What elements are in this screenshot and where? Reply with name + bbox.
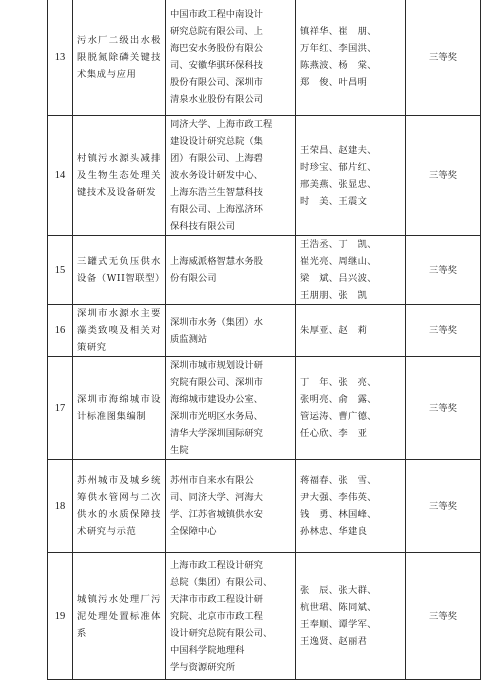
project-title: 深圳市海绵城市设计标准图集编制 <box>73 357 166 460</box>
people-line: 梁 斌、吕兴波、 <box>300 273 377 284</box>
people-line: 张明亮、俞 露、 <box>300 394 377 405</box>
completing-units <box>166 236 296 305</box>
unit-line: 清华大学深圳国际研究 <box>170 428 263 439</box>
people-line: 陈燕波、杨 棠、 <box>300 60 377 71</box>
table-row <box>48 553 481 680</box>
unit-line: 中国科学院地理科 <box>170 644 245 656</box>
completing-people <box>296 553 406 680</box>
completing-units <box>166 116 296 236</box>
award-level: 三等奖 <box>406 460 481 553</box>
completing-units <box>166 460 296 553</box>
people-line: 杭世珺、陈同斌、 <box>300 602 377 613</box>
unit-line: 深圳市光明区水务局、 <box>170 411 263 422</box>
completing-units <box>166 0 296 116</box>
award-level: 三等奖 <box>406 305 481 357</box>
award-level: 三等奖 <box>406 0 481 116</box>
unit-line: 股份有限公司、深圳市 <box>170 77 263 88</box>
project-title: 深圳市水源水主要藻类致嗅及相关对策研究 <box>73 305 166 357</box>
unit-line: 上海东浩兰生智慧科技 <box>170 187 263 198</box>
unit-line: 总院（集团）有限公司、 <box>170 576 273 588</box>
people-line: 朱厚亚、赵 莉 <box>300 325 368 336</box>
unit-line: 质监测站 <box>170 333 208 345</box>
unit-line: 苏州市自来水有限公 <box>170 475 254 486</box>
unit-line: 学、江苏省城镇供水安 <box>170 509 263 520</box>
people-line: 管运涛、曹广德、 <box>300 411 377 422</box>
people-line: 万年红、李国洪、 <box>300 43 377 54</box>
unit-line: 深圳市水务（集团）水 <box>170 316 263 328</box>
unit-line: 生院 <box>170 445 189 456</box>
unit-line: 研究总院有限公司、上 <box>170 26 263 37</box>
unit-line: 究院、北京市市政工程 <box>170 610 263 622</box>
completing-people <box>296 357 406 460</box>
table-row <box>48 460 481 553</box>
completing-people <box>296 305 406 357</box>
unit-line: 上海威派格智慧水务股 <box>170 256 263 267</box>
completing-units <box>166 305 296 357</box>
unit-line: 海巴安水务股份有限公 <box>170 43 263 54</box>
project-title: 污水厂二级出水极限脱氮除磷关键技术集成与应用 <box>73 0 166 116</box>
completing-people <box>296 236 406 305</box>
unit-line: 海绵城市建设办公室、 <box>170 394 263 405</box>
row-number: 13 <box>48 0 73 116</box>
project-title: 村镇污水源头减排及生物生态处理关键技术及设备研发 <box>73 116 166 236</box>
people-line: 蒋福春、张 雪、 <box>300 475 377 486</box>
row-number: 18 <box>48 460 73 553</box>
people-line: 尹大强、李伟英、 <box>300 492 377 503</box>
unit-line: 究院有限公司、深圳市 <box>170 377 263 388</box>
awards-table <box>47 0 481 680</box>
award-level: 三等奖 <box>406 357 481 460</box>
people-line: 王浩丞、丁 凯、 <box>300 239 377 250</box>
unit-line: 波水务设计研发中心、 <box>170 170 263 181</box>
row-number: 15 <box>48 236 73 305</box>
people-line: 孙林忠、华建良 <box>300 526 368 537</box>
completing-people <box>296 0 406 116</box>
unit-line: 司、同济大学、河海大 <box>170 492 263 503</box>
table-row <box>48 305 481 357</box>
unit-line: 建设设计研究总院（集 <box>170 136 263 147</box>
unit-line: 学与资源研究所 <box>170 661 236 673</box>
unit-line: 司、安徽华骐环保科技 <box>170 60 263 71</box>
row-number: 19 <box>48 553 73 680</box>
completing-people <box>296 116 406 236</box>
completing-people <box>296 460 406 553</box>
people-line: 崔光亮、周继山、 <box>300 256 377 267</box>
unit-line: 团）有限公司、上海碧 <box>170 153 263 164</box>
people-line: 任心欣、李 亚 <box>300 428 368 439</box>
people-line: 王逸贤、赵丽君 <box>300 636 368 647</box>
people-line: 王朋朋、张 凯 <box>300 290 368 301</box>
people-line: 郑 俊、叶昌明 <box>300 77 368 88</box>
unit-line: 保科技有限公司 <box>170 221 236 232</box>
project-title: 苏州城市及城乡统筹供水管网与二次供水的水质保障技术研究与示范 <box>73 460 166 553</box>
completing-units <box>166 357 296 460</box>
people-line: 时 美、王震文 <box>300 195 368 207</box>
people-line: 镇祥华、崔 朋、 <box>300 26 377 37</box>
unit-line: 份有限公司 <box>170 273 217 284</box>
people-line: 钱 勇、林国峰、 <box>300 509 377 520</box>
people-line: 时珍宝、郁片红、 <box>300 161 377 173</box>
people-line: 丁 年、张 亮、 <box>300 377 377 388</box>
people-line: 王奉顺、谭学军、 <box>300 619 377 630</box>
award-level: 三等奖 <box>406 236 481 305</box>
award-level: 三等奖 <box>406 553 481 680</box>
table-row <box>48 0 481 116</box>
unit-line: 上海市政工程设计研究 <box>170 559 263 571</box>
people-line: 王荣昌、赵建夫、 <box>300 144 377 156</box>
row-number: 14 <box>48 116 73 236</box>
unit-line: 全保障中心 <box>170 526 217 537</box>
unit-line: 同济大学、上海市政工程 <box>170 119 273 130</box>
unit-line: 清泉水业股份有限公司 <box>170 94 263 105</box>
completing-units <box>166 553 296 680</box>
unit-line: 有限公司、上海泓济环 <box>170 204 263 215</box>
project-title: 城镇污水处理厂污泥处理处置标准体系 <box>73 553 166 680</box>
table-row <box>48 236 481 305</box>
row-number: 17 <box>48 357 73 460</box>
people-line: 邢美燕、张显忠、 <box>300 178 377 190</box>
unit-line: 深圳市城市规划设计研 <box>170 360 263 371</box>
project-title: 三罐式无负压供水设备（WII智联型） <box>73 236 166 305</box>
table-row <box>48 357 481 460</box>
people-line: 张 辰、张大群、 <box>300 585 377 596</box>
unit-line: 设计研究总院有限公司、 <box>170 627 273 639</box>
unit-line: 天津市市政工程设计研 <box>170 593 263 605</box>
unit-line: 中国市政工程中南设计 <box>170 9 263 20</box>
award-level: 三等奖 <box>406 116 481 236</box>
table-row <box>48 116 481 236</box>
row-number: 16 <box>48 305 73 357</box>
